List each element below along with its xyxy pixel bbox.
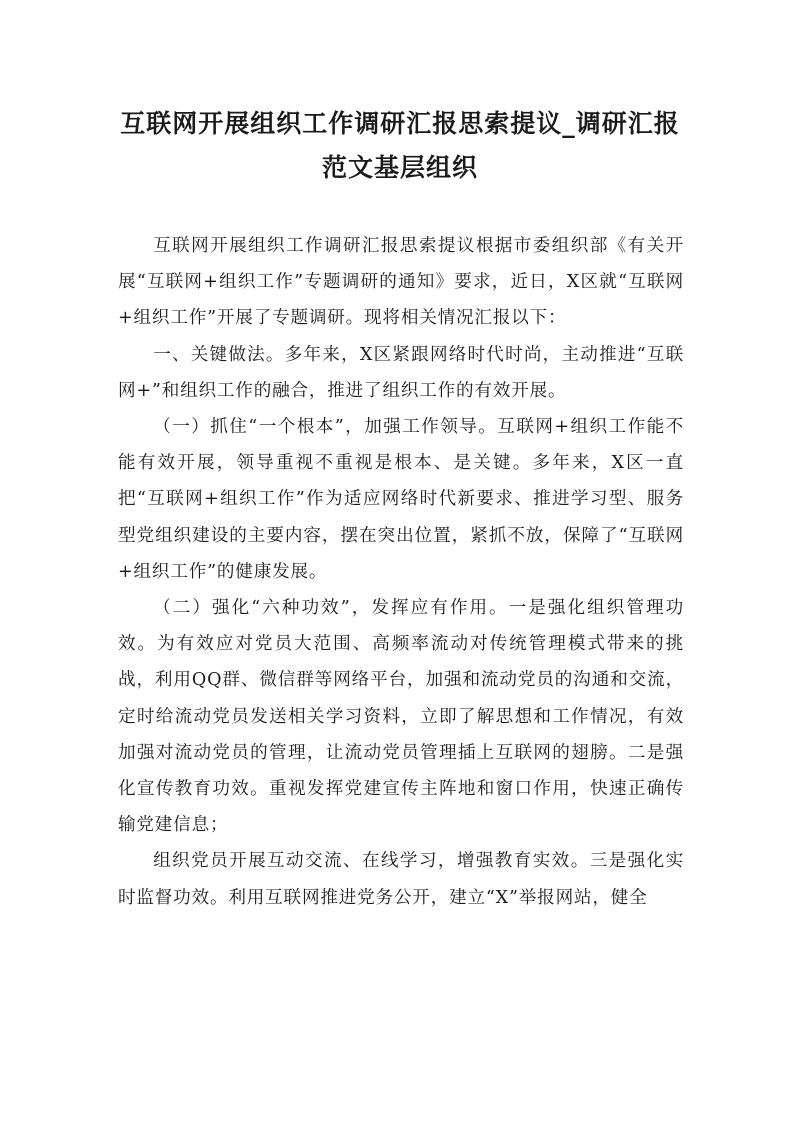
document-body [118, 228, 684, 916]
document-title: 互联网开展组织工作调研汇报思索提议_调研汇报范文基层组织 [120, 109, 680, 182]
paragraph-section-2: （二）强化“六种功效”，发挥应有作用。一是强化组织管理功效。为有效应对党员大范围、高频率流动对传统管理模式带来的挑战，利用QQ群、微信群等网络平台，加强和流动党员的沟通和交流，定时给流动党员发送相关学习资料，立即了解思想和工作情况，有效加强对流动党员的管理，让流动党员管理插上互联网的翅膀。二是强化宣传教育功效。重视发挥党建宣传主阵地和窗口作用，快速正确传输党建信息； [118, 598, 684, 836]
paragraph-section-1: （一）抓住“一个根本”，加强工作领导。互联网+组织工作能不能有效开展，领导重视不重视是根本、是关键。多年来，X区一直把“互联网+组织工作”作为适应网络时代新要求、推进学习型、服务型党组织建设的主要内容，摆在突出位置，紧抓不放，保障了“互联网+组织工作”的健康发展。 [118, 417, 684, 582]
paragraph-key-practices: 一、关键做法。多年来，X区紧跟网络时代时尚，主动推进“互联网+”和组织工作的融合，推进了组织工作的有效开展。 [118, 344, 684, 401]
paragraph-continuation: 组织党员开展互动交流、在线学习，增强教育实效。三是强化实时监督功效。利用互联网推进党务公开，建立“X”举报网站，健全 [118, 851, 684, 908]
paragraph-intro: 互联网开展组织工作调研汇报思索提议根据市委组织部《有关开展“互联网+组织工作”专题调研的通知》要求，近日，X区就“互联网+组织工作”开展了专题调研。现将相关情况汇报以下： [118, 236, 684, 329]
